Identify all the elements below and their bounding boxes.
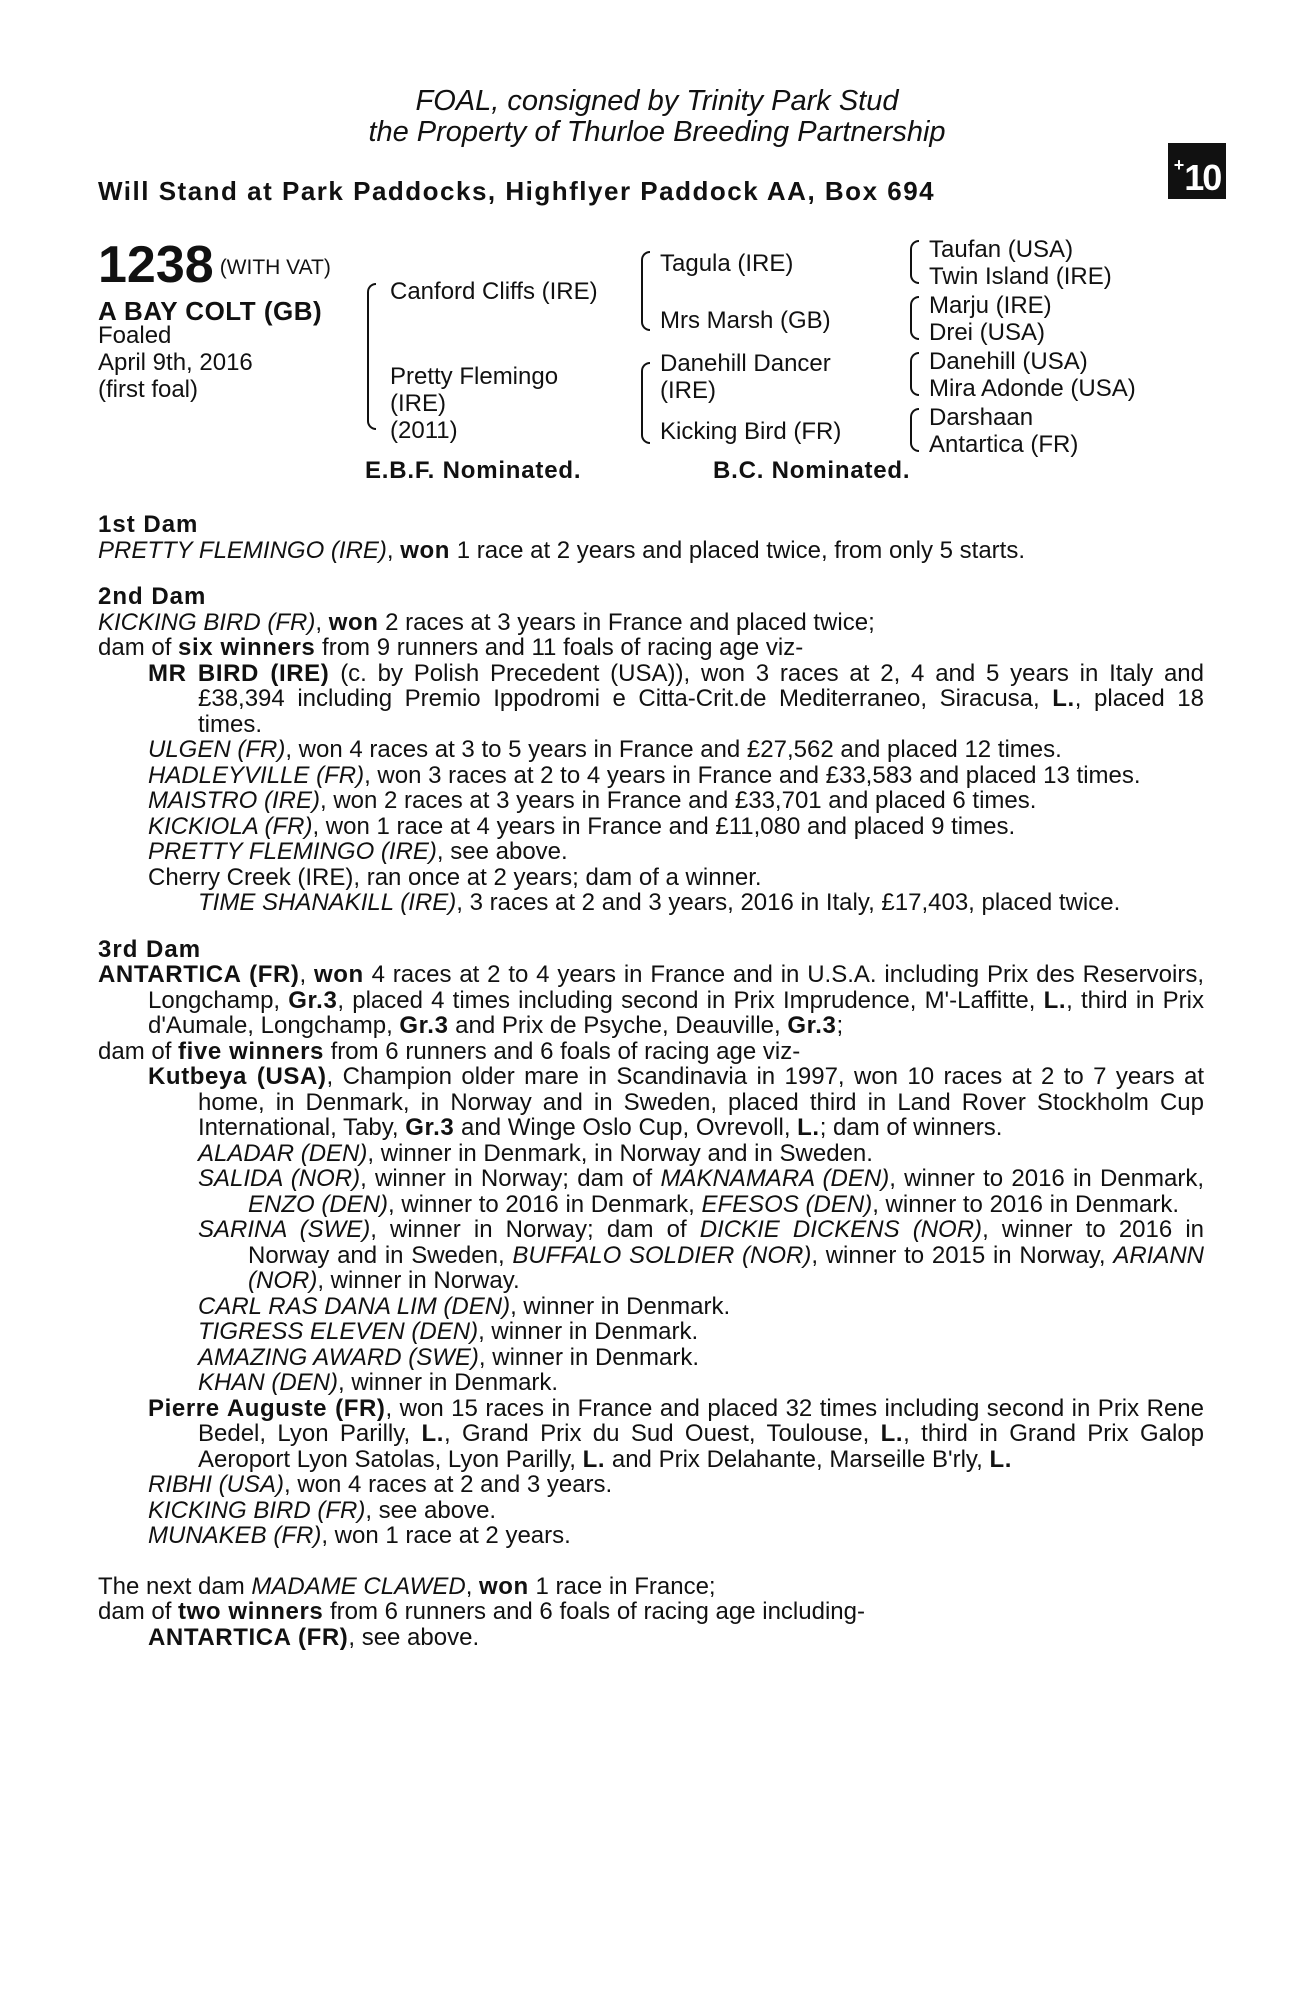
first-dam-entry: PRETTY FLEMINGO (IRE), won 1 race at 2 years and placed twice, from only 5 starts. bbox=[98, 536, 1025, 564]
progeny-kickiola: KICKIOLA (FR), won 1 race at 4 years in France and £11,080 and placed 9 times. bbox=[148, 812, 1016, 840]
sire-dam: Mrs Marsh (GB) bbox=[660, 307, 831, 334]
progeny-munakeb: MUNAKEB (FR), won 1 race at 2 years. bbox=[148, 1522, 571, 1549]
second-dam-heading: 2nd Dam bbox=[98, 583, 207, 610]
progeny-cherry-creek: Cherry Creek (IRE), ran once at 2 years; dam of a winner. bbox=[148, 863, 762, 891]
ebf-nominated: E.B.F. Nominated. bbox=[365, 457, 582, 484]
second-dam-produce: dam of six winners from 9 runners and 11 foals of racing age viz- bbox=[98, 634, 804, 661]
third-dam-entry: ANTARTICA (FR), won 4 races at 2 to 4 years in France and in U.S.A. including Prix des Reservoirs, Longchamp, Gr.3, placed 4 times including second in Prix Imprudence, M'-Laffitte, L., third in Prix d'Aumale, Longchamp, Gr.3 and Prix de Psyche, Deauville, Gr.3; bbox=[98, 961, 1205, 1039]
progeny-pierre-auguste: Pierre Auguste (FR), won 15 races in France and placed 32 times including second in Prix Rene Bedel, Lyon Parilly, L., Grand Prix du Sud Ouest, Toulouse, L., third in Grand Prix Galop Aeroport Lyon Satolas, Lyon Parilly, L. and Prix Delahante, Marseille B'rly, L. bbox=[148, 1394, 1205, 1473]
pedigree-brace bbox=[910, 352, 919, 396]
lot-title: A BAY COLT (GB) bbox=[98, 296, 323, 326]
ssd: Twin Island (IRE) bbox=[929, 263, 1112, 290]
grandprogeny-tigress-eleven: TIGRESS ELEVEN (DEN), winner in Denmark. bbox=[198, 1318, 699, 1345]
pedigree-brace bbox=[641, 362, 650, 444]
dds: Darshaan bbox=[929, 404, 1034, 431]
next-dam-entry: The next dam MADAME CLAWED, won 1 race in France; bbox=[98, 1572, 716, 1600]
progeny-pretty-flemingo: PRETTY FLEMINGO (IRE), see above. bbox=[148, 838, 568, 865]
third-dam-produce: dam of five winners from 6 runners and 6 foals of racing age viz- bbox=[98, 1037, 801, 1065]
next-dam-produce: dam of two winners from 6 runners and 6 foals of racing age including- bbox=[98, 1598, 865, 1625]
lot-number: 1238 (WITH VAT) bbox=[98, 236, 331, 294]
foaled-label: Foaled bbox=[98, 322, 172, 349]
vat-note: (WITH VAT) bbox=[219, 256, 331, 280]
catalogue-body bbox=[98, 512, 1204, 1650]
owner-line: the Property of Thurloe Breeding Partnership bbox=[368, 116, 946, 148]
progeny-ribhi: RIBHI (USA), won 4 races at 2 and 3 years. bbox=[148, 1471, 613, 1498]
grandprogeny-time-shanakill: TIME SHANAKILL (IRE), 3 races at 2 and 3 years, 2016 in Italy, £17,403, placed twice. bbox=[198, 889, 1121, 916]
progeny-maistro: MAISTRO (IRE), won 2 races at 3 years in France and £33,701 and placed 6 times. bbox=[148, 787, 1037, 814]
first-dam-heading: 1st Dam bbox=[98, 511, 199, 538]
pedigree-brace bbox=[367, 283, 376, 430]
dam-sire-line2: (IRE) bbox=[660, 377, 716, 404]
dam-line2: (IRE) bbox=[390, 390, 446, 417]
grandprogeny-aladar: ALADAR (DEN), winner in Denmark, in Norway and in Sweden. bbox=[198, 1139, 873, 1167]
dam-sire-line1: Danehill Dancer bbox=[660, 350, 831, 377]
second-dam-entry: KICKING BIRD (FR), won 2 races at 3 years in France and placed twice; bbox=[98, 608, 875, 636]
sire-sire: Tagula (IRE) bbox=[660, 250, 794, 277]
dam-line1: Pretty Flemingo bbox=[390, 363, 559, 390]
progeny-hadleyville: HADLEYVILLE (FR), won 3 races at 2 to 4 years in France and £33,583 and placed 13 times. bbox=[148, 761, 1141, 789]
sss: Taufan (USA) bbox=[929, 236, 1074, 263]
dss: Danehill (USA) bbox=[929, 348, 1088, 375]
dam-line3: (2011) bbox=[390, 417, 458, 444]
pedigree-brace bbox=[910, 240, 919, 284]
foal-note: (first foal) bbox=[98, 376, 199, 403]
pedigree-brace bbox=[910, 408, 919, 452]
grandprogeny-amazing-award: AMAZING AWARD (SWE), winner in Denmark. bbox=[198, 1343, 699, 1371]
ddd: Antartica (FR) bbox=[929, 431, 1079, 458]
grandprogeny-sarina: SARINA (SWE), winner in Norway; dam of DICKIE DICKENS (NOR), winner to 2016 in Norway and in Sweden, BUFFALO SOLDIER (NOR), winner to 2015 in Norway, ARIANN (NOR), winner in Norway. bbox=[198, 1216, 1205, 1294]
pedigree-brace bbox=[910, 296, 919, 340]
progeny-kutbeya: Kutbeya (USA), Champion older mare in Scandinavia in 1997, won 10 races at 2 to 7 years at home, in Denmark, in Norway and in Sweden, placed third in Land Rover Stockholm Cup International, Taby, Gr.3 and Winge Oslo Cup, Ovrevoll, L.; dam of winners. bbox=[148, 1063, 1205, 1141]
pedigree-brace bbox=[641, 251, 650, 331]
progeny-antartica: ANTARTICA (FR), see above. bbox=[148, 1623, 480, 1651]
grandprogeny-carl-ras-dana-lim: CARL RAS DANA LIM (DEN), winner in Denmark. bbox=[198, 1292, 731, 1320]
third-dam-heading: 3rd Dam bbox=[98, 935, 202, 963]
sds: Marju (IRE) bbox=[929, 292, 1052, 319]
foaled-date: April 9th, 2016 bbox=[98, 349, 253, 376]
bc-nominated: B.C. Nominated. bbox=[713, 457, 911, 484]
progeny-mr-bird: MR BIRD (IRE) (c. by Polish Precedent (USA)), won 3 races at 2, 4 and 5 years in Italy and £38,394 including Premio Ippodromi e Citta-Crit.de Mediterraneo, Siracusa, L., placed 18 times. bbox=[148, 659, 1205, 738]
progeny-ulgen: ULGEN (FR), won 4 races at 3 to 5 years in France and £27,562 and placed 12 times. bbox=[148, 736, 1062, 763]
dam-dam: Kicking Bird (FR) bbox=[660, 418, 842, 445]
sire: Canford Cliffs (IRE) bbox=[390, 278, 598, 305]
plus10-badge-icon: +10 bbox=[1168, 143, 1226, 199]
progeny-kicking-bird: KICKING BIRD (FR), see above. bbox=[148, 1496, 497, 1524]
dsd: Mira Adonde (USA) bbox=[929, 375, 1136, 402]
sdd: Drei (USA) bbox=[929, 319, 1046, 346]
consignor-line: FOAL, consigned by Trinity Park Stud bbox=[415, 85, 899, 117]
stand-location: Will Stand at Park Paddocks, Highflyer Paddock AA, Box 694 bbox=[98, 176, 936, 206]
grandprogeny-salida: SALIDA (NOR), winner in Norway; dam of MAKNAMARA (DEN), winner to 2016 in Denmark, ENZO (DEN), winner to 2016 in Denmark, EFESOS (DEN), winner to 2016 in Denmark. bbox=[198, 1165, 1205, 1218]
grandprogeny-khan: KHAN (DEN), winner in Denmark. bbox=[198, 1369, 559, 1396]
